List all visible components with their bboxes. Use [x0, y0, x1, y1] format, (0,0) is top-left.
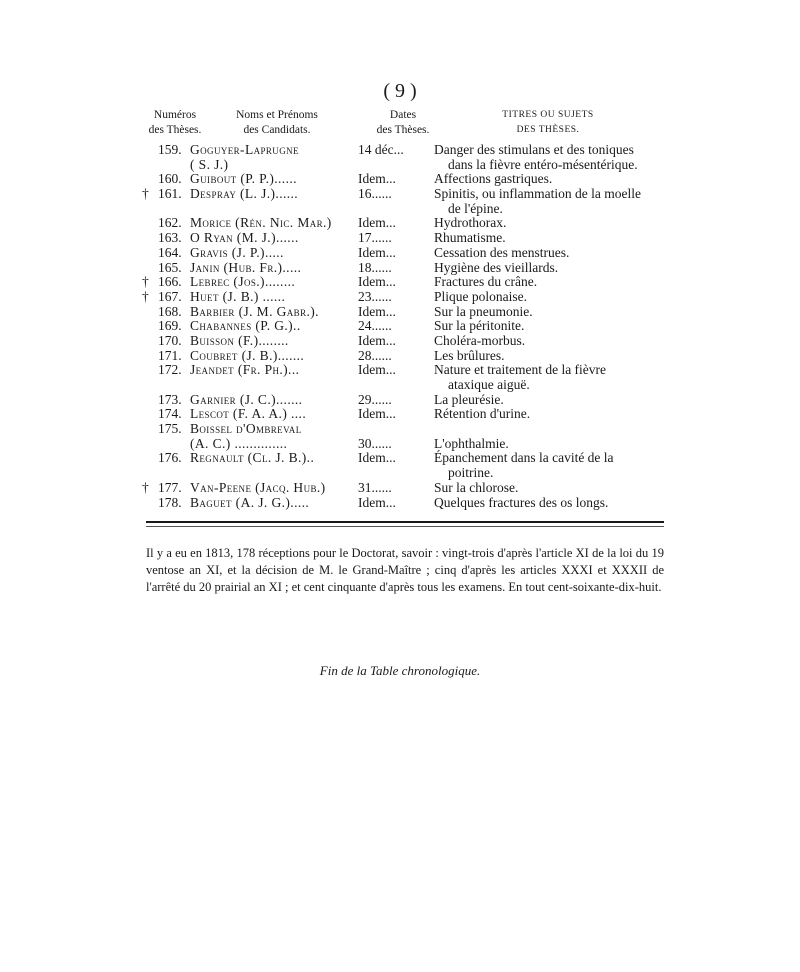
thesis-title: Choléra-morbus. — [434, 332, 526, 348]
thesis-number: 162. — [158, 215, 182, 231]
table-row — [0, 451, 800, 466]
thesis-date: 28...... — [358, 347, 392, 363]
thesis-number: 176. — [158, 450, 182, 466]
thesis-number: 159. — [158, 142, 182, 157]
thesis-date: Idem... — [358, 406, 396, 422]
table-row — [0, 216, 800, 231]
summary-note: Il y a eu en 1813, 178 réceptions pour le Doctorat, savoir : vingt-trois d'après l'article XI de la loi du 19 ventose an XI, et la décision de M. le Grand-Maître ; cinq d'après les articles XXXI et XXXII de l'arrêté du 20 prairial an XI ; et cent cinquante d'après tous les examens. En tout cent-soixante-dix-huit. — [146, 546, 664, 594]
thesis-date: Idem... — [358, 303, 396, 319]
candidate-name: Janin (Hub. Fr.)..... — [190, 259, 302, 275]
header-noms-line2: des Candidats. — [243, 124, 311, 136]
candidate-name: (A. C.) .............. — [190, 435, 288, 451]
candidate-name: Despray (L. J.)...... — [190, 186, 299, 202]
thesis-title: Spinitis, ou inflammation de la moelle — [434, 186, 641, 202]
thesis-number: 172. — [158, 362, 182, 378]
candidate-name: Lescot (F. A. A.) .... — [190, 406, 307, 422]
table-row — [0, 481, 800, 496]
table-row — [0, 334, 800, 349]
thesis-title: Hygiène des vieillards. — [434, 259, 559, 275]
header-titres — [488, 108, 608, 138]
candidate-name: Guibout (P. P.)...... — [190, 171, 297, 187]
candidate-name: Boissel d'Ombreval — [190, 421, 302, 437]
thesis-title: Sur la chlorose. — [434, 479, 519, 495]
thesis-date: Idem... — [358, 494, 396, 510]
thesis-number: 177. — [158, 479, 182, 495]
table-row — [0, 158, 800, 173]
thesis-date: Idem... — [358, 450, 396, 466]
thesis-title: Nature et traitement de la fièvre — [434, 362, 607, 378]
candidate-name: Gravis (J. P.)..... — [190, 244, 284, 260]
table-row — [0, 422, 800, 437]
thesis-date: 24...... — [358, 318, 392, 334]
header-numeros — [140, 108, 210, 138]
candidate-name: ( S. J.) — [190, 156, 229, 172]
thesis-title: Rétention d'urine. — [434, 406, 531, 422]
thesis-title: La pleurésie. — [434, 391, 504, 407]
end-of-table-caption: Fin de la Table chronologique. — [319, 663, 481, 678]
thesis-title: Sur la péritonite. — [434, 318, 525, 334]
candidate-name: Van-Peene (Jacq. Hub.) — [190, 479, 326, 495]
thesis-number: 170. — [158, 332, 182, 348]
thesis-number: 178. — [158, 494, 182, 510]
thesis-title: poitrine. — [448, 465, 494, 481]
header-noms — [222, 108, 332, 138]
candidate-name: Chabannes (P. G.).. — [190, 318, 301, 334]
table-row — [0, 363, 800, 378]
thesis-title: Plique polonaise. — [434, 288, 527, 304]
thesis-number: 167. — [158, 288, 182, 304]
table-row — [0, 305, 800, 320]
thesis-date: Idem... — [358, 274, 396, 290]
table-row — [0, 407, 800, 422]
thesis-title: Hydrothorax. — [434, 215, 507, 231]
table-row — [0, 187, 800, 202]
thesis-date: Idem... — [358, 362, 396, 378]
table-row — [0, 246, 800, 261]
thesis-date: 31...... — [358, 479, 392, 495]
table-row — [0, 172, 800, 187]
table-row — [0, 319, 800, 334]
dagger-mark: † — [142, 186, 149, 202]
thesis-number: 166. — [158, 274, 182, 290]
table-row — [0, 437, 800, 452]
thesis-date: 16...... — [358, 186, 392, 202]
candidate-name: Lebrec (Jos.)........ — [190, 274, 296, 290]
table-row — [0, 466, 800, 481]
candidate-name: Goguyer-Laprugne — [190, 142, 299, 157]
header-titres-line1: TITRES OU SUJETS — [502, 110, 594, 120]
dagger-mark: † — [142, 274, 149, 290]
thesis-date: Idem... — [358, 244, 396, 260]
thesis-number: 160. — [158, 171, 182, 187]
candidate-name: O Ryan (M. J.)...... — [190, 230, 299, 246]
table-row — [0, 496, 800, 511]
header-dates-line1: Dates — [389, 109, 417, 121]
thesis-title: ataxique aiguë. — [448, 377, 530, 392]
thesis-date: 14 déc... — [358, 142, 404, 157]
thesis-title: Les brûlures. — [434, 347, 505, 363]
header-dates — [368, 108, 438, 138]
header-titres-line2: DES THÈSES. — [516, 125, 580, 135]
table-row — [0, 202, 800, 217]
candidate-name: Coubret (J. B.)....... — [190, 347, 305, 363]
thesis-title: Affections gastriques. — [434, 171, 553, 187]
thesis-number: 174. — [158, 406, 182, 422]
table-row — [0, 261, 800, 276]
header-noms-line1: Noms et Prénoms — [236, 109, 318, 121]
thesis-date: 17...... — [358, 230, 392, 246]
candidate-name: Barbier (J. M. Gabr.). — [190, 303, 319, 319]
candidate-name: Jeandet (Fr. Ph.)... — [190, 362, 300, 378]
theses-table — [0, 143, 800, 510]
divider-rule — [146, 521, 664, 523]
thesis-date: 18...... — [358, 259, 392, 275]
table-row — [0, 349, 800, 364]
thesis-title: dans la fièvre entéro-mésentérique. — [448, 156, 638, 172]
candidate-name: Regnault (Cl. J. B.).. — [190, 450, 315, 466]
thesis-title: Danger des stimulans et des toniques — [434, 142, 634, 157]
thesis-title: L'ophthalmie. — [434, 435, 509, 451]
table-row — [0, 275, 800, 290]
header-numeros-line2: des Thèses. — [148, 124, 202, 136]
table-row — [0, 290, 800, 305]
thesis-number: 175. — [158, 421, 182, 437]
thesis-date: 30...... — [358, 435, 392, 451]
thesis-title: Cessation des menstrues. — [434, 244, 570, 260]
candidate-name: Garnier (J. C.)....... — [190, 391, 303, 407]
thesis-date: 23...... — [358, 288, 392, 304]
header-numeros-line1: Numéros — [153, 109, 197, 121]
thesis-date: Idem... — [358, 332, 396, 348]
table-row — [0, 378, 800, 393]
thesis-number: 163. — [158, 230, 182, 246]
thesis-title: Sur la pneumonie. — [434, 303, 533, 319]
header-dates-line2: des Thèses. — [376, 124, 430, 136]
page-number: ( 9 ) — [383, 80, 417, 102]
thesis-date: Idem... — [358, 215, 396, 231]
table-row — [0, 143, 800, 158]
thesis-number: 168. — [158, 303, 182, 319]
dagger-mark: † — [142, 288, 149, 304]
candidate-name: Buisson (F.)........ — [190, 332, 289, 348]
candidate-name: Baguet (A. J. G.)..... — [190, 494, 310, 510]
thesis-number: 164. — [158, 244, 182, 260]
thesis-title: Épanchement dans la cavité de la — [434, 450, 614, 466]
divider-rule-thin — [146, 526, 664, 527]
table-row — [0, 231, 800, 246]
candidate-name: Morice (Rén. Nic. Mar.) — [190, 215, 332, 231]
thesis-date: 29...... — [358, 391, 392, 407]
thesis-number: 161. — [158, 186, 182, 202]
dagger-mark: † — [142, 479, 149, 495]
thesis-number: 171. — [158, 347, 182, 363]
table-row — [0, 393, 800, 408]
thesis-number: 165. — [158, 259, 182, 275]
thesis-title: Rhumatisme. — [434, 230, 506, 246]
thesis-title: Fractures du crâne. — [434, 274, 538, 290]
candidate-name: Huet (J. B.) ...... — [190, 288, 286, 304]
thesis-title: de l'épine. — [448, 200, 503, 216]
thesis-title: Quelques fractures des os longs. — [434, 494, 609, 510]
thesis-number: 169. — [158, 318, 182, 334]
thesis-number: 173. — [158, 391, 182, 407]
thesis-date: Idem... — [358, 171, 396, 187]
